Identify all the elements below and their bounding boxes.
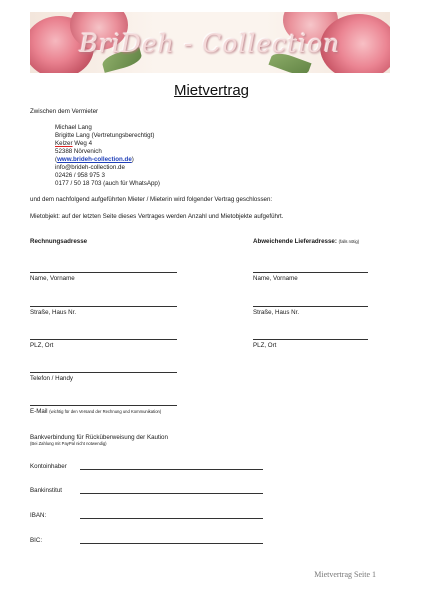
account-owner-label: Kontoinhaber — [30, 463, 67, 470]
iban-field[interactable] — [80, 518, 263, 519]
delivery-zip-field[interactable] — [253, 339, 368, 340]
landlord-street — [55, 140, 160, 148]
email-note: (wichtig für den Versand der Rechnung und Kommunikation) — [49, 409, 162, 414]
email-field[interactable] — [30, 405, 177, 406]
billing-zip-field[interactable] — [30, 339, 177, 340]
bank-institute-label: Bankinstitut — [30, 487, 62, 494]
phone-label: Telefon / Handy — [30, 375, 73, 382]
agreement-text: und dem nachfolgend aufgeführten Mieter / Mieterin wird folgender Vertrag geschlossen: — [30, 196, 273, 203]
delivery-heading — [253, 238, 359, 245]
landlord-city: 52388 Nörvenich — [55, 148, 102, 155]
landlord-phone: 02426 / 958 975 3 — [55, 172, 105, 179]
delivery-heading-text: Abweichende Lieferadresse: — [253, 238, 337, 245]
email-label-text: E-Mail — [30, 408, 48, 415]
header-banner — [30, 12, 390, 73]
billing-name-label: Name, Vorname — [30, 275, 75, 282]
phone-field[interactable] — [30, 372, 177, 373]
delivery-name-field[interactable] — [253, 272, 368, 273]
billing-zip-label: PLZ, Ort — [30, 342, 54, 349]
bank-heading: Bankverbindung für Rücküberweisung der Kaution — [30, 434, 168, 441]
delivery-zip-label: PLZ, Ort — [253, 342, 277, 349]
intro-text: Zwischen dem Vermieter — [30, 108, 99, 115]
delivery-name-label: Name, Vorname — [253, 275, 298, 282]
landlord-representative: Brigitte Lang (Vertretungsberechtigt) — [55, 132, 155, 139]
brand-logo: BriDeh - Collection — [79, 29, 341, 58]
landlord-name: Michael Lang — [55, 124, 92, 131]
bank-institute-field[interactable] — [80, 493, 263, 494]
billing-heading: Rechnungsadresse — [30, 238, 88, 245]
page-title: Mietvertrag — [173, 82, 250, 99]
landlord-address — [55, 124, 160, 188]
landlord-mobile: 0177 / 50 18 703 (auch für WhatsApp) — [55, 180, 160, 187]
street-name: Kelzer — [55, 140, 73, 147]
delivery-heading-note: (falls nötig) — [338, 239, 360, 244]
rental-object-text: Mietobjekt: auf der letzten Seite dieses Vertrages werden Anzahl und Mietobjekte aufgeführt. — [30, 213, 284, 220]
bic-field[interactable] — [80, 543, 263, 544]
iban-label: IBAN: — [30, 512, 47, 519]
landlord-website: (www.brideh-collection.de) — [55, 156, 134, 163]
street-number: Weg 4 — [72, 140, 93, 147]
email-label — [30, 408, 161, 415]
delivery-street-label: Straße, Haus Nr. — [253, 309, 300, 316]
bank-note: (Bei Zahlung mit PayPal nicht notwendig) — [30, 441, 107, 446]
delivery-street-field[interactable] — [253, 306, 368, 307]
billing-street-label: Straße, Haus Nr. — [30, 309, 77, 316]
landlord-email: info@brideh-collection.de — [55, 164, 125, 171]
billing-street-field[interactable] — [30, 306, 177, 307]
website-link[interactable]: www.brideh-collection.de — [57, 156, 132, 163]
bic-label: BIC: — [30, 537, 43, 544]
billing-name-field[interactable] — [30, 272, 177, 273]
page-footer: Mietvertrag Seite 1 — [314, 570, 376, 579]
account-owner-field[interactable] — [80, 469, 263, 470]
